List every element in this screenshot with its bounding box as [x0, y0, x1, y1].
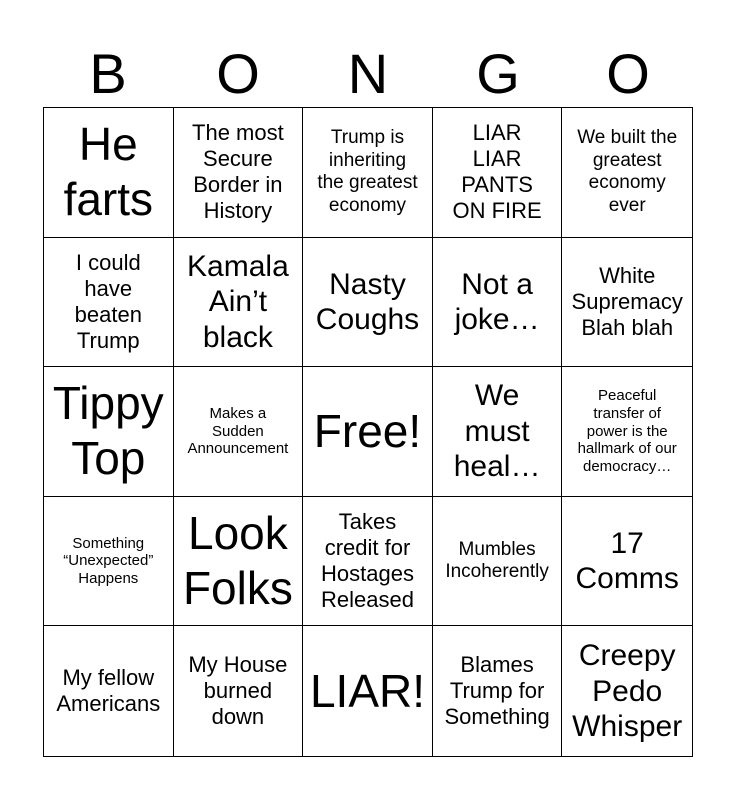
bingo-card [43, 107, 693, 757]
bingo-cell[interactable]: We built the greatest economy ever [562, 108, 692, 238]
bingo-cell[interactable]: White Supremacy Blah blah [562, 238, 692, 368]
bingo-cell[interactable]: Blames Trump for Something [433, 626, 563, 756]
bingo-cell[interactable]: Kamala Ain’t black [174, 238, 304, 368]
bingo-cell[interactable]: He farts [44, 108, 174, 238]
header-letter-b: B [89, 41, 127, 105]
bingo-cell[interactable]: Not a joke… [433, 238, 563, 368]
bingo-cell[interactable]: Trump is inheriting the greatest economy [303, 108, 433, 238]
bingo-cell[interactable]: Something “Unexpected” Happens [44, 497, 174, 627]
bingo-cell[interactable]: LIAR LIAR PANTS ON FIRE [433, 108, 563, 238]
bingo-cell[interactable]: Tippy Top [44, 367, 174, 497]
bingo-cell[interactable]: Mumbles Incoherently [433, 497, 563, 627]
bingo-cell[interactable]: Look Folks [174, 497, 304, 627]
bingo-cell[interactable]: My House burned down [174, 626, 304, 756]
bingo-cell[interactable]: LIAR! [303, 626, 433, 756]
bingo-cell[interactable]: Makes a Sudden Announcement [174, 367, 304, 497]
bingo-cell[interactable]: My fellow Americans [44, 626, 174, 756]
bingo-header [43, 38, 693, 108]
bingo-cell[interactable]: Creepy Pedo Whisper [572, 639, 683, 743]
bingo-cell[interactable]: 17 Comms [562, 497, 692, 627]
header-letter-g: G [476, 41, 520, 105]
header-letter-n: N [347, 41, 389, 105]
bingo-cell[interactable]: Takes credit for Hostages Released [303, 497, 433, 627]
bingo-cell[interactable]: The most Secure Border in History [174, 108, 304, 238]
bingo-cell[interactable]: We must heal… [433, 367, 563, 497]
bingo-cell[interactable]: I could have beaten Trump [44, 238, 174, 368]
bingo-cell[interactable]: Nasty Coughs [303, 238, 433, 368]
bingo-cell[interactable]: Peaceful transfer of power is the hallmark of our democracy… [562, 367, 692, 497]
header-letter-o: O [216, 41, 260, 105]
bingo-cell[interactable]: Free! [303, 367, 433, 497]
header-letter-o-2: O [606, 41, 650, 105]
